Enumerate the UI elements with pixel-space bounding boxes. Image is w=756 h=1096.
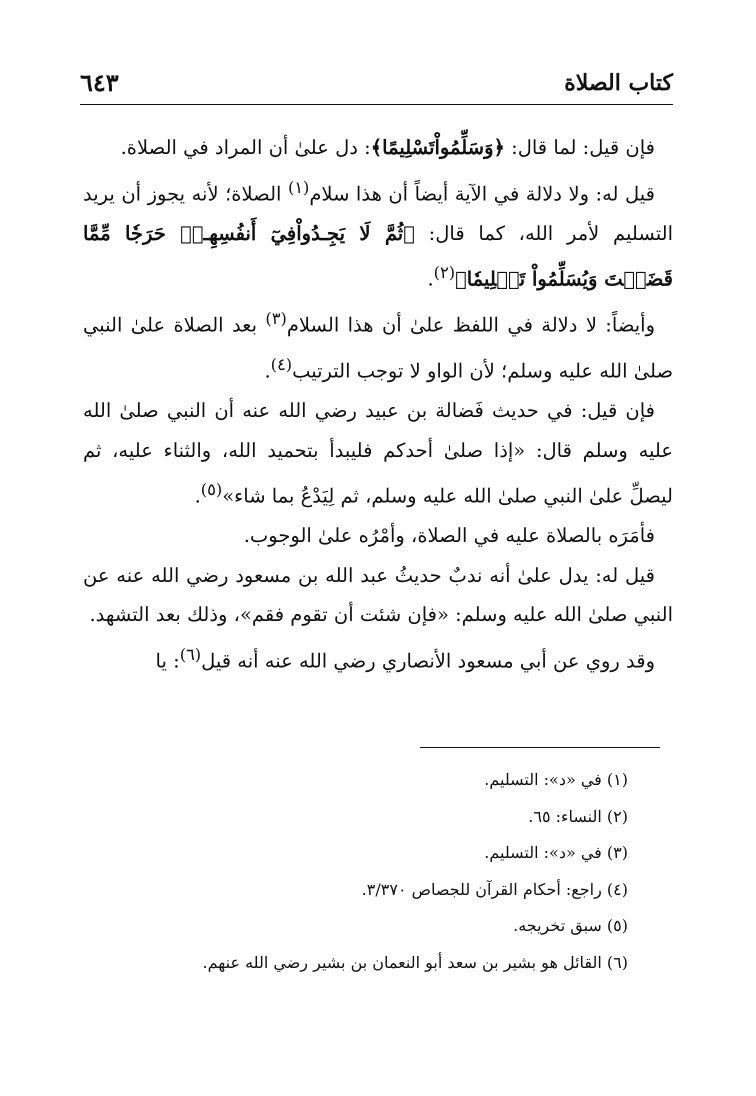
- chapter-title: كتاب الصلاة: [564, 70, 673, 96]
- footnotes: [148, 762, 628, 981]
- paragraph: فإن قيل: لما قال: ﴿وَسَلِّمُواْتَسْلِيمًا﴾: دل علىٰ أن المراد في الصلاة.: [120, 136, 655, 159]
- quran-verse: ﴿وَسَلِّمُواْتَسْلِيمًا﴾: [370, 136, 505, 159]
- paragraph: وقد روي عن أبي مسعود الأنصاري رضي الله عنه أنه قيل$^{(٦)}$: يا: [155, 644, 655, 672]
- footnote: (٤) راجع: أحكام القرآن للجصاص ٣/٣٧٠.: [361, 879, 628, 899]
- main-text: [83, 128, 673, 681]
- paragraph: وأيضاً: لا دلالة في اللفظ علىٰ أن هذا السلام$^{(٣)}$ بعد الصلاة علىٰ النبي صلىٰ الله عليه وسلم؛ لأن الواو لا توجب الترتيب$^{(٤)}$.: [83, 309, 673, 383]
- paragraph: فأمَرَه بالصلاة عليه في الصلاة، وأمْرُه علىٰ الوجوب.: [243, 524, 655, 547]
- footnote: (٣) في «د»: التسليم.: [484, 843, 628, 862]
- footnote-ref: (٢): [433, 263, 456, 282]
- footnote-ref: (٣): [265, 309, 287, 328]
- footnote-ref: (٤): [270, 355, 293, 374]
- paragraph: قيل له: ولا دلالة في الآية أيضاً أن هذا سلام$^{(١)}$ الصلاة؛ لأنه يجوز أن يريد التسليم لأمر الله، كما قال: ﴿ثُمَّ لَا يَجِـدُواْفِيٓ أَنفُسِهِـمۡ حَرَجٗا مِّمَّا قَضَيۡتَ وَيُسَلِّمُواْ تَسۡلِيمٗا﴾$^{(٢)}$.: [83, 177, 673, 291]
- footnote-divider: [420, 747, 660, 748]
- footnote: (١) في «د»: التسليم.: [484, 770, 628, 789]
- footnote: (٢) النساء: ٦٥.: [528, 806, 628, 826]
- header-divider: [80, 104, 673, 105]
- paragraph: فإن قيل: في حديث فَضالة بن عبيد رضي الله عنه أن النبي صلىٰ الله عليه وسلم قال: «إذا صلىٰ أحدكم فليبدأ بتحميد الله، والثناء عليه، ثم ليصلِّ علىٰ النبي صلىٰ الله عليه وسلم، ثم لِيَدْعُ بما شاء»$^{(٥)}$.: [83, 399, 673, 508]
- footnote: (٥) سبق تخريجه.: [513, 916, 628, 935]
- footnote-ref: (٦): [179, 644, 202, 664]
- page-header: [80, 62, 673, 102]
- footnote-ref: (٥): [200, 480, 223, 499]
- footnote-ref: (١): [287, 177, 310, 197]
- quran-verse: ﴿ثُمَّ لَا يَجِـدُواْفِيٓ أَنفُسِهِـمۡ حَرَجٗا مِّمَّا قَضَيۡتَ وَيُسَلِّمُواْ تَسۡلِيمٗا﴾: [83, 221, 673, 291]
- paragraph: قيل له: يدل علىٰ أنه ندبٌ حديثُ عبد الله بن مسعود رضي الله عنه عن النبي صلىٰ الله عليه وسلم: «فإن شئت أن تقوم فقم»، وذلك بعد التشهد.: [83, 563, 673, 626]
- footnote: (٦) القائل هو بشير بن سعد أبو النعمان بن بشير رضي الله عنهم.: [202, 952, 628, 972]
- page-number: ٦٤٣: [80, 68, 119, 97]
